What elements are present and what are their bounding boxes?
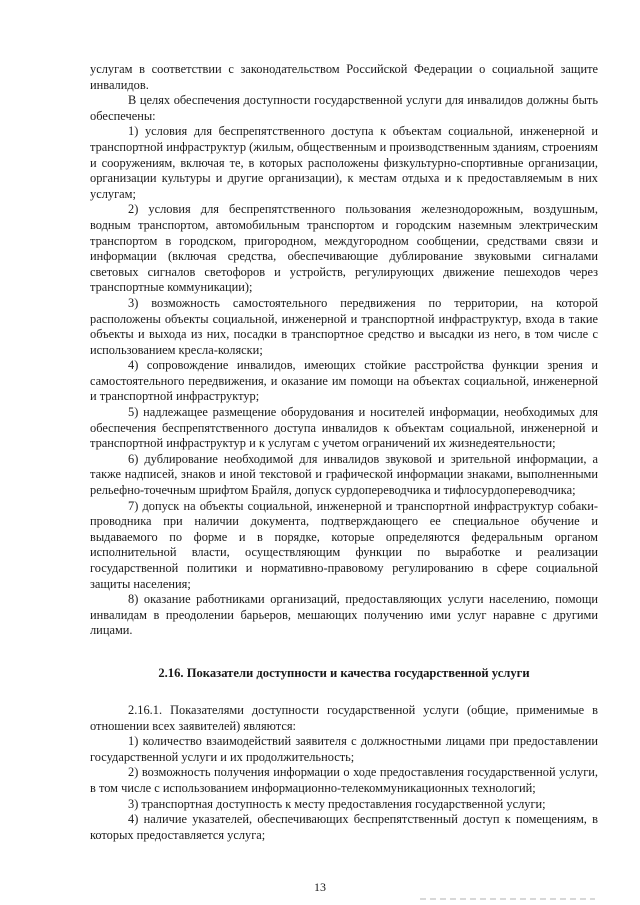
- indicator-item-4: 4) наличие указателей, обеспечивающих беспрепятственный доступ к помещениям, в которых предоставляется услуга;: [90, 812, 598, 842]
- section-heading: 2.16. Показатели доступности и качества государственной услуги: [158, 665, 530, 680]
- list-item-3: 3) возможность самостоятельного передвижения по территории, на которой расположены объекты социальной, инженерной и транспортной инфраструктур, входа в такие объекты и выхода из них, посадки в транспортное средство и высадки из него, в том числе с использованием кресла-коляски;: [90, 295, 598, 357]
- list-item-4: 4) сопровождение инвалидов, имеющих стойкие расстройства функции зрения и самостоятельного передвижения, и оказание им помощи на объектах социальной, инженерной и транспортной инфраструктур;: [90, 358, 598, 404]
- list-item-7: 7) допуск на объекты социальной, инженерной и транспортной инфраструктур собаки-проводника при наличии документа, подтверждающего ее специальное обучение и выдаваемого по форме и в порядке, которые определяются федеральным органом исполнительной власти, осуществляющим функции по выработке и реализации государственной политики и нормативно-правовому регулированию в сфере социальной защиты населения;: [90, 498, 598, 591]
- list-item-6: 6) дублирование необходимой для инвалидов звуковой и зрительной информации, а также надписей, знаков и иной текстовой и графической информации знаками, выполненными рельефно-точечным шрифтом Брайля, допуск сурдопереводчика и тифлосурдопереводчика;: [90, 451, 598, 498]
- paragraph-indicators: 2.16.1. Показателями доступности государственной услуги (общие, применимые в отношении всех заявителей) являются:: [90, 702, 598, 733]
- body-text-top: [90, 62, 598, 639]
- page-number: 13: [314, 880, 326, 894]
- list-item-8: 8) оказание работниками организаций, предоставляющих услуги населению, помощи инвалидам в преодолении барьеров, мешающих получению ими услуг наравне с другими лицами.: [90, 592, 598, 638]
- indicator-item-2: 2) возможность получения информации о ходе предоставления государственной услуги, в том числе с использованием информационно-телекоммуникационных технологий;: [90, 765, 598, 795]
- indicator-item-3: 3) транспортная доступность к месту предоставления государственной услуги;: [128, 796, 546, 811]
- indicator-item-1: 1) количество взаимодействий заявителя с должностными лицами при предоставлении государственной услуги и их продолжительность;: [90, 734, 598, 764]
- list-item-2: 2) условия для беспрепятственного пользования железнодорожным, воздушным, водным транспортом, автомобильным транспортом и городским наземным электрическим транспортом в городском, пригородном, междугородном сообщении, средствами связи и информации (включая средства, обеспечивающие дублирование звуковыми сигналами световых сигналов светофоров и устройств, регулирующих движение пешеходов через транспортные коммуникации);: [90, 202, 598, 295]
- paragraph-intro: В целях обеспечения доступности государственной услуги для инвалидов должны быть обеспечены:: [90, 93, 598, 123]
- paragraph-continuation: услугам в соответствии с законодательством Российской Федерации о социальной защите инвалидов.: [90, 62, 598, 92]
- list-item-1: 1) условия для беспрепятственного доступа к объектам социальной, инженерной и транспортной инфраструктур (жилым, общественным и производственным зданиям, строениям и сооружениям, включая те, в которых расположены физкультурно-спортивные организации, организации культуры и другие организации), к местам отдыха и к предоставляемым в них услугам;: [90, 124, 598, 201]
- body-text-bottom: [90, 703, 598, 843]
- scan-artifact: [420, 898, 595, 900]
- list-item-5: 5) надлежащее размещение оборудования и носителей информации, необходимых для обеспечения беспрепятственного доступа инвалидов к объектам социальной, инженерной и транспортной инфраструктур и к услугам с учетом ограничений их жизнедеятельности;: [90, 405, 598, 451]
